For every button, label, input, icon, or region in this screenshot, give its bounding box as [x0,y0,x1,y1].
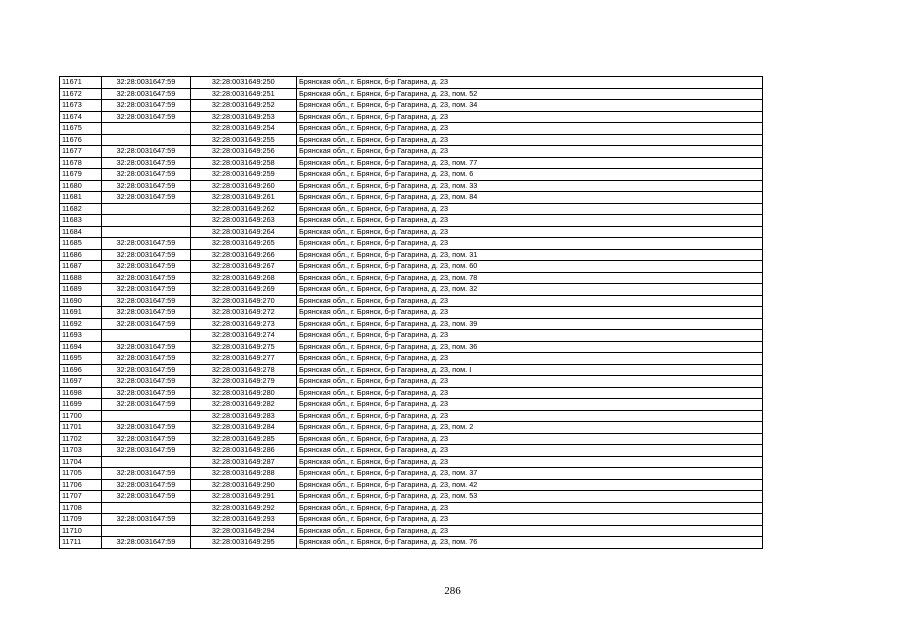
row-number-cell: 11690 [60,295,102,307]
address-cell: Брянская обл., г. Брянск, б-р Гагарина, д. 23, пом. 32 [297,284,763,296]
table-row [60,433,763,445]
object-cadastral-number-cell: 32:28:0031649:263 [190,215,296,227]
parcel-cadastral-number-cell [102,215,190,227]
object-cadastral-number-cell: 32:28:0031649:279 [190,376,296,388]
address-cell: Брянская обл., г. Брянск, б-р Гагарина, д. 23, пом. 33 [297,180,763,192]
object-cadastral-number-cell: 32:28:0031649:294 [190,525,296,537]
table-row [60,318,763,330]
table-row [60,399,763,411]
table-row [60,157,763,169]
address-cell: Брянская обл., г. Брянск, б-р Гагарина, д. 23, пом. 31 [297,249,763,261]
object-cadastral-number-cell: 32:28:0031649:293 [190,514,296,526]
parcel-cadastral-number-cell: 32:28:0031647:59 [102,364,190,376]
parcel-cadastral-number-cell: 32:28:0031647:59 [102,341,190,353]
table-row [60,537,763,549]
address-cell: Брянская обл., г. Брянск, б-р Гагарина, д. 23 [297,307,763,319]
table-row [60,353,763,365]
object-cadastral-number-cell: 32:28:0031649:288 [190,468,296,480]
row-number-cell: 11674 [60,111,102,123]
parcel-cadastral-number-cell: 32:28:0031647:59 [102,180,190,192]
parcel-cadastral-number-cell: 32:28:0031647:59 [102,100,190,112]
address-cell: Брянская обл., г. Брянск, б-р Гагарина, д. 23, пом. I [297,364,763,376]
object-cadastral-number-cell: 32:28:0031649:280 [190,387,296,399]
object-cadastral-number-cell: 32:28:0031649:282 [190,399,296,411]
address-cell: Брянская обл., г. Брянск, б-р Гагарина, д. 23 [297,203,763,215]
object-cadastral-number-cell: 32:28:0031649:258 [190,157,296,169]
address-cell: Брянская обл., г. Брянск, б-р Гагарина, д. 23 [297,295,763,307]
parcel-cadastral-number-cell: 32:28:0031647:59 [102,422,190,434]
address-cell: Брянская обл., г. Брянск, б-р Гагарина, д. 23 [297,146,763,158]
object-cadastral-number-cell: 32:28:0031649:260 [190,180,296,192]
address-cell: Брянская обл., г. Брянск, б-р Гагарина, д. 23 [297,77,763,89]
parcel-cadastral-number-cell: 32:28:0031647:59 [102,307,190,319]
table-row [60,330,763,342]
table-row [60,514,763,526]
row-number-cell: 11707 [60,491,102,503]
parcel-cadastral-number-cell: 32:28:0031647:59 [102,537,190,549]
address-cell: Брянская обл., г. Брянск, б-р Гагарина, д. 23, пом. 34 [297,100,763,112]
row-number-cell: 11709 [60,514,102,526]
table-row [60,238,763,250]
address-cell: Брянская обл., г. Брянск, б-р Гагарина, д. 23 [297,399,763,411]
table-row [60,226,763,238]
object-cadastral-number-cell: 32:28:0031649:273 [190,318,296,330]
object-cadastral-number-cell: 32:28:0031649:256 [190,146,296,158]
row-number-cell: 11684 [60,226,102,238]
object-cadastral-number-cell: 32:28:0031649:274 [190,330,296,342]
parcel-cadastral-number-cell: 32:28:0031647:59 [102,249,190,261]
table-row [60,272,763,284]
parcel-cadastral-number-cell [102,456,190,468]
object-cadastral-number-cell: 32:28:0031649:287 [190,456,296,468]
address-cell: Брянская обл., г. Брянск, б-р Гагарина, д. 23 [297,502,763,514]
registry-table-body [60,77,763,549]
row-number-cell: 11677 [60,146,102,158]
object-cadastral-number-cell: 32:28:0031649:267 [190,261,296,273]
table-row [60,387,763,399]
object-cadastral-number-cell: 32:28:0031649:290 [190,479,296,491]
table-row [60,422,763,434]
table-row [60,376,763,388]
address-cell: Брянская обл., г. Брянск, б-р Гагарина, д. 23, пом. 2 [297,422,763,434]
address-cell: Брянская обл., г. Брянск, б-р Гагарина, д. 23 [297,456,763,468]
row-number-cell: 11671 [60,77,102,89]
object-cadastral-number-cell: 32:28:0031649:292 [190,502,296,514]
parcel-cadastral-number-cell: 32:28:0031647:59 [102,376,190,388]
object-cadastral-number-cell: 32:28:0031649:270 [190,295,296,307]
object-cadastral-number-cell: 32:28:0031649:285 [190,433,296,445]
row-number-cell: 11675 [60,123,102,135]
table-row [60,100,763,112]
parcel-cadastral-number-cell: 32:28:0031647:59 [102,272,190,284]
address-cell: Брянская обл., г. Брянск, б-р Гагарина, д. 23, пом. 84 [297,192,763,204]
parcel-cadastral-number-cell: 32:28:0031647:59 [102,491,190,503]
address-cell: Брянская обл., г. Брянск, б-р Гагарина, д. 23, пом. 78 [297,272,763,284]
registry-table [59,76,763,549]
table-row [60,307,763,319]
parcel-cadastral-number-cell: 32:28:0031647:59 [102,111,190,123]
object-cadastral-number-cell: 32:28:0031649:277 [190,353,296,365]
table-row [60,364,763,376]
row-number-cell: 11686 [60,249,102,261]
table-row [60,502,763,514]
parcel-cadastral-number-cell [102,134,190,146]
table-row [60,410,763,422]
row-number-cell: 11696 [60,364,102,376]
parcel-cadastral-number-cell [102,410,190,422]
table-row [60,215,763,227]
row-number-cell: 11697 [60,376,102,388]
row-number-cell: 11676 [60,134,102,146]
parcel-cadastral-number-cell: 32:28:0031647:59 [102,468,190,480]
object-cadastral-number-cell: 32:28:0031649:284 [190,422,296,434]
address-cell: Брянская обл., г. Брянск, б-р Гагарина, д. 23, пом. 77 [297,157,763,169]
object-cadastral-number-cell: 32:28:0031649:255 [190,134,296,146]
object-cadastral-number-cell: 32:28:0031649:278 [190,364,296,376]
address-cell: Брянская обл., г. Брянск, б-р Гагарина, д. 23 [297,445,763,457]
address-cell: Брянская обл., г. Брянск, б-р Гагарина, д. 23 [297,330,763,342]
row-number-cell: 11694 [60,341,102,353]
address-cell: Брянская обл., г. Брянск, б-р Гагарина, д. 23 [297,387,763,399]
row-number-cell: 11705 [60,468,102,480]
row-number-cell: 11682 [60,203,102,215]
address-cell: Брянская обл., г. Брянск, б-р Гагарина, д. 23 [297,238,763,250]
row-number-cell: 11687 [60,261,102,273]
row-number-cell: 11692 [60,318,102,330]
row-number-cell: 11706 [60,479,102,491]
object-cadastral-number-cell: 32:28:0031649:252 [190,100,296,112]
address-cell: Брянская обл., г. Брянск, б-р Гагарина, д. 23 [297,123,763,135]
object-cadastral-number-cell: 32:28:0031649:264 [190,226,296,238]
row-number-cell: 11703 [60,445,102,457]
row-number-cell: 11685 [60,238,102,250]
row-number-cell: 11678 [60,157,102,169]
table-row [60,261,763,273]
parcel-cadastral-number-cell: 32:28:0031647:59 [102,514,190,526]
parcel-cadastral-number-cell: 32:28:0031647:59 [102,88,190,100]
parcel-cadastral-number-cell: 32:28:0031647:59 [102,353,190,365]
table-row [60,445,763,457]
table-row [60,203,763,215]
table-row [60,192,763,204]
parcel-cadastral-number-cell: 32:28:0031647:59 [102,169,190,181]
parcel-cadastral-number-cell: 32:28:0031647:59 [102,261,190,273]
row-number-cell: 11689 [60,284,102,296]
parcel-cadastral-number-cell: 32:28:0031647:59 [102,433,190,445]
row-number-cell: 11700 [60,410,102,422]
page-number: 286 [444,585,461,597]
object-cadastral-number-cell: 32:28:0031649:254 [190,123,296,135]
address-cell: Брянская обл., г. Брянск, б-р Гагарина, д. 23 [297,134,763,146]
parcel-cadastral-number-cell [102,502,190,514]
row-number-cell: 11691 [60,307,102,319]
address-cell: Брянская обл., г. Брянск, б-р Гагарина, д. 23, пом. 42 [297,479,763,491]
table-row [60,456,763,468]
address-cell: Брянская обл., г. Брянск, б-р Гагарина, д. 23, пом. 6 [297,169,763,181]
parcel-cadastral-number-cell [102,226,190,238]
parcel-cadastral-number-cell: 32:28:0031647:59 [102,445,190,457]
table-row [60,284,763,296]
object-cadastral-number-cell: 32:28:0031649:269 [190,284,296,296]
address-cell: Брянская обл., г. Брянск, б-р Гагарина, д. 23, пом. 60 [297,261,763,273]
parcel-cadastral-number-cell: 32:28:0031647:59 [102,77,190,89]
table-row [60,479,763,491]
object-cadastral-number-cell: 32:28:0031649:261 [190,192,296,204]
parcel-cadastral-number-cell [102,123,190,135]
address-cell: Брянская обл., г. Брянск, б-р Гагарина, д. 23 [297,226,763,238]
object-cadastral-number-cell: 32:28:0031649:262 [190,203,296,215]
row-number-cell: 11698 [60,387,102,399]
table-row [60,123,763,135]
row-number-cell: 11679 [60,169,102,181]
table-row [60,111,763,123]
row-number-cell: 11680 [60,180,102,192]
parcel-cadastral-number-cell [102,525,190,537]
table-row [60,146,763,158]
table-row [60,88,763,100]
row-number-cell: 11704 [60,456,102,468]
object-cadastral-number-cell: 32:28:0031649:268 [190,272,296,284]
row-number-cell: 11688 [60,272,102,284]
address-cell: Брянская обл., г. Брянск, б-р Гагарина, д. 23, пом. 36 [297,341,763,353]
address-cell: Брянская обл., г. Брянск, б-р Гагарина, д. 23 [297,353,763,365]
row-number-cell: 11702 [60,433,102,445]
object-cadastral-number-cell: 32:28:0031649:272 [190,307,296,319]
row-number-cell: 11710 [60,525,102,537]
row-number-cell: 11683 [60,215,102,227]
object-cadastral-number-cell: 32:28:0031649:295 [190,537,296,549]
object-cadastral-number-cell: 32:28:0031649:286 [190,445,296,457]
table-row [60,169,763,181]
row-number-cell: 11695 [60,353,102,365]
parcel-cadastral-number-cell [102,330,190,342]
address-cell: Брянская обл., г. Брянск, б-р Гагарина, д. 23 [297,215,763,227]
table-row [60,295,763,307]
parcel-cadastral-number-cell: 32:28:0031647:59 [102,284,190,296]
address-cell: Брянская обл., г. Брянск, б-р Гагарина, д. 23, пом. 53 [297,491,763,503]
object-cadastral-number-cell: 32:28:0031649:266 [190,249,296,261]
address-cell: Брянская обл., г. Брянск, б-р Гагарина, д. 23 [297,111,763,123]
address-cell: Брянская обл., г. Брянск, б-р Гагарина, д. 23, пом. 39 [297,318,763,330]
parcel-cadastral-number-cell: 32:28:0031647:59 [102,295,190,307]
table-row [60,468,763,480]
row-number-cell: 11672 [60,88,102,100]
parcel-cadastral-number-cell: 32:28:0031647:59 [102,399,190,411]
object-cadastral-number-cell: 32:28:0031649:253 [190,111,296,123]
object-cadastral-number-cell: 32:28:0031649:265 [190,238,296,250]
address-cell: Брянская обл., г. Брянск, б-р Гагарина, д. 23 [297,376,763,388]
table-row [60,525,763,537]
object-cadastral-number-cell: 32:28:0031649:251 [190,88,296,100]
parcel-cadastral-number-cell: 32:28:0031647:59 [102,238,190,250]
row-number-cell: 11708 [60,502,102,514]
parcel-cadastral-number-cell: 32:28:0031647:59 [102,479,190,491]
object-cadastral-number-cell: 32:28:0031649:250 [190,77,296,89]
table-row [60,180,763,192]
address-cell: Брянская обл., г. Брянск, б-р Гагарина, д. 23, пом. 52 [297,88,763,100]
address-cell: Брянская обл., г. Брянск, б-р Гагарина, д. 23 [297,525,763,537]
address-cell: Брянская обл., г. Брянск, б-р Гагарина, д. 23, пом. 37 [297,468,763,480]
table-row [60,77,763,89]
address-cell: Брянская обл., г. Брянск, б-р Гагарина, д. 23 [297,433,763,445]
row-number-cell: 11673 [60,100,102,112]
table-row [60,491,763,503]
row-number-cell: 11699 [60,399,102,411]
table-row [60,249,763,261]
row-number-cell: 11701 [60,422,102,434]
object-cadastral-number-cell: 32:28:0031649:275 [190,341,296,353]
parcel-cadastral-number-cell: 32:28:0031647:59 [102,192,190,204]
address-cell: Брянская обл., г. Брянск, б-р Гагарина, д. 23 [297,514,763,526]
row-number-cell: 11681 [60,192,102,204]
address-cell: Брянская обл., г. Брянск, б-р Гагарина, д. 23, пом. 76 [297,537,763,549]
object-cadastral-number-cell: 32:28:0031649:283 [190,410,296,422]
parcel-cadastral-number-cell: 32:28:0031647:59 [102,387,190,399]
object-cadastral-number-cell: 32:28:0031649:291 [190,491,296,503]
parcel-cadastral-number-cell: 32:28:0031647:59 [102,146,190,158]
row-number-cell: 11711 [60,537,102,549]
parcel-cadastral-number-cell: 32:28:0031647:59 [102,318,190,330]
object-cadastral-number-cell: 32:28:0031649:259 [190,169,296,181]
address-cell: Брянская обл., г. Брянск, б-р Гагарина, д. 23 [297,410,763,422]
table-row [60,341,763,353]
parcel-cadastral-number-cell [102,203,190,215]
row-number-cell: 11693 [60,330,102,342]
table-row [60,134,763,146]
parcel-cadastral-number-cell: 32:28:0031647:59 [102,157,190,169]
